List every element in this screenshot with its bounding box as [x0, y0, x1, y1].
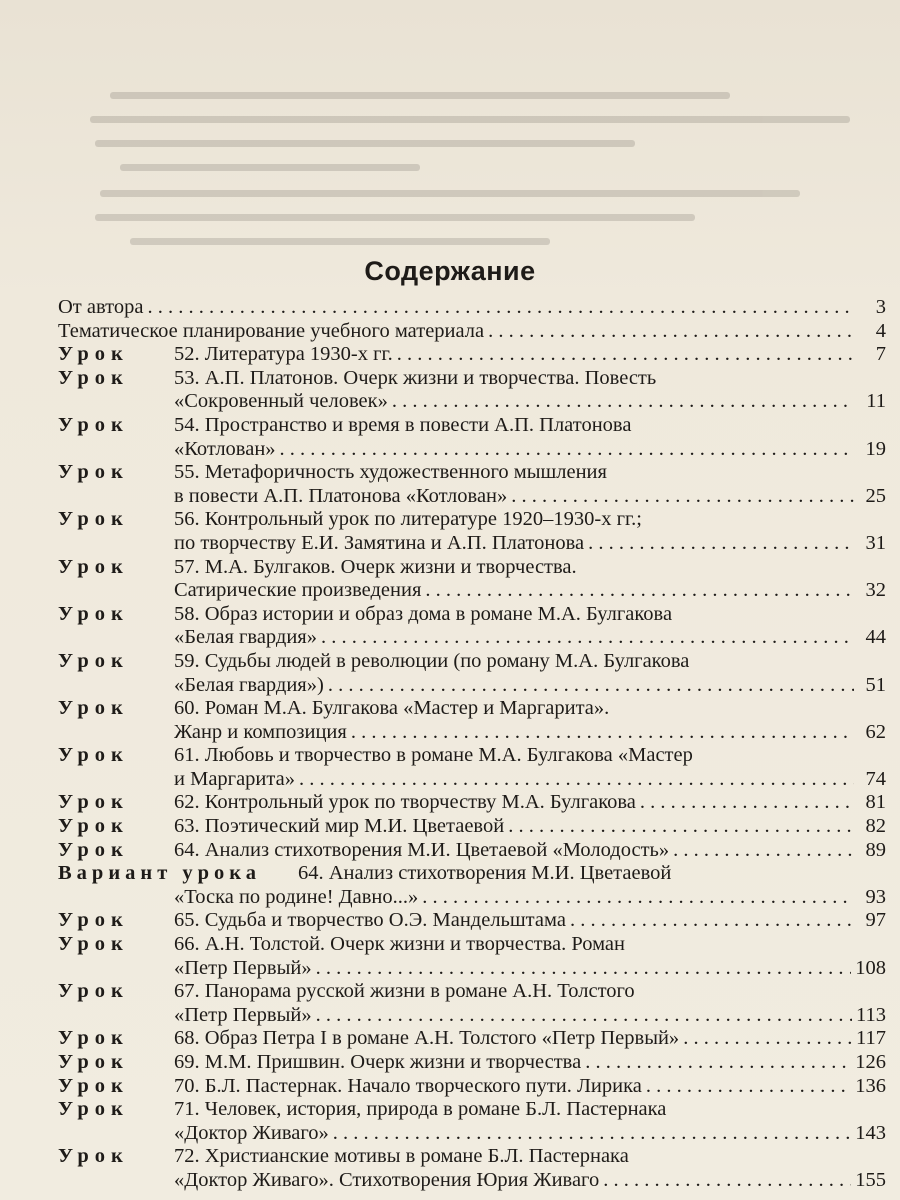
page-number: 155: [855, 1168, 886, 1191]
lesson-label: Урок: [58, 909, 129, 932]
entry-text: 67. Панорама русской жизни в романе А.Н. Толстого: [174, 980, 635, 1003]
entry-text: «Доктор Живаго»: [174, 1121, 329, 1144]
page-number: 51: [865, 673, 886, 696]
dot-leader: [511, 485, 854, 509]
dot-leader: [425, 579, 854, 603]
lesson-label: Урок: [58, 838, 129, 861]
toc-line: [58, 485, 886, 509]
lesson-label: Вариант урока: [58, 862, 262, 885]
dot-leader: [570, 909, 854, 933]
toc-line: [58, 650, 886, 674]
entry-text: 70. Б.Л. Пастернак. Начало творческого пути. Лирика: [174, 1074, 642, 1097]
toc-line: [58, 1027, 886, 1051]
toc-line: [58, 1004, 886, 1028]
toc-entry: [58, 296, 886, 320]
lesson-label: Урок: [58, 815, 129, 838]
toc-line: [58, 933, 886, 957]
entry-text: 61. Любовь и творчество в романе М.А. Булгакова «Мастер: [174, 744, 693, 767]
toc-line: [58, 320, 886, 344]
entry-text: 53. А.П. Платонов. Очерк жизни и творчества. Повесть: [174, 366, 657, 389]
toc-entry: [58, 933, 886, 980]
entry-text: 57. М.А. Булгаков. Очерк жизни и творчества.: [174, 555, 577, 578]
entry-text: 54. Пространство и время в повести А.П. Платонова: [174, 413, 632, 436]
toc-line: [58, 1169, 886, 1193]
toc-entry: [58, 909, 886, 933]
entry-text: 68. Образ Петра I в романе А.Н. Толстого «Петр Первый»: [174, 1027, 680, 1050]
entry-text: 56. Контрольный урок по литературе 1920–1930-х гг.;: [174, 508, 642, 531]
entry-text: 62. Контрольный урок по творчеству М.А. Булгакова: [174, 791, 636, 814]
toc-line: [58, 957, 886, 981]
page-number: 32: [865, 579, 886, 602]
page-number: 81: [865, 791, 886, 814]
lesson-label: Урок: [58, 343, 129, 366]
entry-text: 71. Человек, история, природа в романе Б.Л. Пастернака: [174, 1098, 667, 1121]
toc-line: [58, 508, 886, 532]
entry-text: От автора: [58, 296, 144, 318]
lesson-label: Урок: [58, 697, 129, 720]
entry-text: Жанр и композиция: [174, 720, 347, 743]
toc-entry: [58, 815, 886, 839]
toc-line: [58, 1098, 886, 1122]
toc-line: [58, 390, 886, 414]
toc-entry: [58, 367, 886, 414]
page-number: 44: [865, 626, 886, 649]
entry-text: 59. Судьбы людей в революции (по роману М.А. Булгакова: [174, 649, 690, 672]
entry-text: 69. М.М. Пришвин. Очерк жизни и творчества: [174, 1051, 582, 1073]
dot-leader: [328, 674, 854, 698]
page-number: 74: [865, 767, 886, 790]
lesson-label: Урок: [58, 366, 129, 389]
toc-entry: [58, 650, 886, 697]
lesson-label: Урок: [58, 413, 129, 436]
entry-text: Сатирические произведения: [174, 579, 422, 602]
page-number: 136: [855, 1074, 886, 1097]
bleed-through-text: [0, 0, 900, 250]
toc-line: [58, 862, 886, 886]
toc-line: [58, 744, 886, 768]
toc-line: [58, 579, 886, 603]
entry-text: 66. А.Н. Толстой. Очерк жизни и творчества. Роман: [174, 933, 625, 956]
lesson-label: Урок: [58, 933, 129, 956]
lesson-label: Урок: [58, 508, 129, 531]
page-number: 126: [855, 1051, 886, 1073]
dot-leader: [299, 768, 854, 792]
lesson-label: Урок: [58, 1051, 129, 1073]
page-number: 3: [875, 296, 886, 318]
entry-text: 64. Анализ стихотворения М.И. Цветаевой «Молодость»: [174, 838, 670, 861]
toc-line: [58, 886, 886, 910]
lesson-label: Урок: [58, 1098, 129, 1121]
page-number: 4: [875, 319, 886, 342]
dot-leader: [316, 957, 852, 981]
page-number: 82: [865, 815, 886, 838]
toc-entry: [58, 1051, 886, 1075]
toc-entry: [58, 414, 886, 461]
toc-line: [58, 1145, 886, 1169]
entry-text: «Белая гвардия»: [174, 626, 317, 649]
toc-line: [58, 909, 886, 933]
dot-leader: [333, 1122, 852, 1146]
entry-text: по творчеству Е.И. Замятина и А.П. Платонова: [174, 531, 585, 554]
entry-text: и Маргарита»: [174, 767, 295, 790]
page-number: 89: [865, 838, 886, 861]
toc-line: [58, 296, 886, 320]
lesson-label: Урок: [58, 980, 129, 1003]
entry-text: 55. Метафоричность художественного мышления: [174, 461, 607, 484]
entry-text: «Сокровенный человек»: [174, 390, 388, 413]
toc-line: [58, 791, 886, 815]
dot-leader: [585, 1051, 851, 1075]
dot-leader: [488, 320, 854, 344]
page-number: 143: [855, 1121, 886, 1144]
toc-entry: [58, 1027, 886, 1051]
toc-entry: [58, 744, 886, 791]
entry-text: Тематическое планирование учебного материала: [58, 319, 485, 342]
dot-leader: [147, 296, 854, 320]
page-number: 25: [865, 484, 886, 507]
page-number: 113: [856, 1003, 886, 1026]
lesson-label: Урок: [58, 461, 129, 484]
dot-leader: [351, 721, 854, 745]
entry-text: 60. Роман М.А. Булгакова «Мастер и Маргарита».: [174, 697, 610, 720]
entry-text: 58. Образ истории и образ дома в романе М.А. Булгакова: [174, 602, 673, 625]
dot-leader: [508, 815, 854, 839]
lesson-label: Урок: [58, 602, 129, 625]
toc-entry: [58, 320, 886, 344]
entry-text: 64. Анализ стихотворения М.И. Цветаевой: [298, 862, 672, 885]
dot-leader: [603, 1169, 851, 1193]
toc-entry: [58, 697, 886, 744]
toc-line: [58, 461, 886, 485]
toc-line: [58, 438, 886, 462]
toc-line: [58, 768, 886, 792]
entry-text: 65. Судьба и творчество О.Э. Мандельштама: [174, 909, 566, 932]
entry-text: 63. Поэтический мир М.И. Цветаевой: [174, 815, 505, 838]
entry-text: «Котлован»: [174, 437, 276, 460]
page-number: 7: [875, 343, 886, 366]
toc-line: [58, 721, 886, 745]
page-number: 62: [865, 720, 886, 743]
dot-leader: [683, 1027, 852, 1051]
lesson-label: Урок: [58, 555, 129, 578]
toc-entry: [58, 1075, 886, 1099]
toc-entry: [58, 1145, 886, 1192]
toc-line: [58, 980, 886, 1004]
toc-line: [58, 556, 886, 580]
dot-leader: [640, 791, 854, 815]
dot-leader: [397, 343, 854, 367]
dot-leader: [280, 438, 854, 462]
lesson-label: Урок: [58, 1145, 129, 1168]
entry-text: «Петр Первый»: [174, 956, 312, 979]
lesson-label: Урок: [58, 744, 129, 767]
entry-text: «Белая гвардия»): [174, 673, 324, 696]
lesson-label: Урок: [58, 791, 129, 814]
toc-entry: [58, 603, 886, 650]
toc-line: [58, 603, 886, 627]
entry-text: 72. Христианские мотивы в романе Б.Л. Пастернака: [174, 1145, 629, 1168]
entry-text: «Доктор Живаго». Стихотворения Юрия Живаго: [174, 1168, 600, 1191]
entry-text: «Тоска по родине! Давно...»: [174, 885, 419, 908]
page-number: 11: [866, 390, 886, 413]
toc-line: [58, 1075, 886, 1099]
page-number: 19: [865, 437, 886, 460]
toc-entry: [58, 556, 886, 603]
dot-leader: [646, 1075, 851, 1099]
page-number: 31: [865, 531, 886, 554]
page-number: 93: [865, 885, 886, 908]
toc-line: [58, 532, 886, 556]
entry-text: «Петр Первый»: [174, 1003, 312, 1026]
toc-line: [58, 839, 886, 863]
toc-entry: [58, 791, 886, 815]
toc-line: [58, 674, 886, 698]
toc-line: [58, 626, 886, 650]
entry-text: 52. Литература 1930-х гг.: [174, 343, 393, 366]
toc-line: [58, 1122, 886, 1146]
toc-entry: [58, 980, 886, 1027]
page-number: 97: [865, 909, 886, 932]
toc-entry: [58, 839, 886, 863]
toc-entry: [58, 343, 886, 367]
toc-entry: [58, 461, 886, 508]
lesson-label: Урок: [58, 1074, 129, 1097]
dot-leader: [316, 1004, 852, 1028]
dot-leader: [422, 886, 854, 910]
lesson-label: Урок: [58, 1027, 129, 1050]
dot-leader: [588, 532, 854, 556]
entry-text: в повести А.П. Платонова «Котлован»: [174, 484, 508, 507]
toc-line: [58, 343, 886, 367]
toc-entry: [58, 508, 886, 555]
dot-leader: [673, 839, 854, 863]
dot-leader: [392, 390, 854, 414]
page-number: 108: [855, 956, 886, 979]
toc-entry: [58, 1098, 886, 1145]
toc-line: [58, 367, 886, 391]
toc-line: [58, 1051, 886, 1075]
lesson-label: Урок: [58, 649, 129, 672]
dot-leader: [321, 626, 854, 650]
toc-entry: [58, 862, 886, 909]
page-number: 117: [856, 1027, 886, 1050]
toc-line: [58, 414, 886, 438]
page-title: Содержание: [364, 256, 536, 286]
toc-line: [58, 697, 886, 721]
table-of-contents: [58, 296, 886, 1193]
toc-line: [58, 815, 886, 839]
